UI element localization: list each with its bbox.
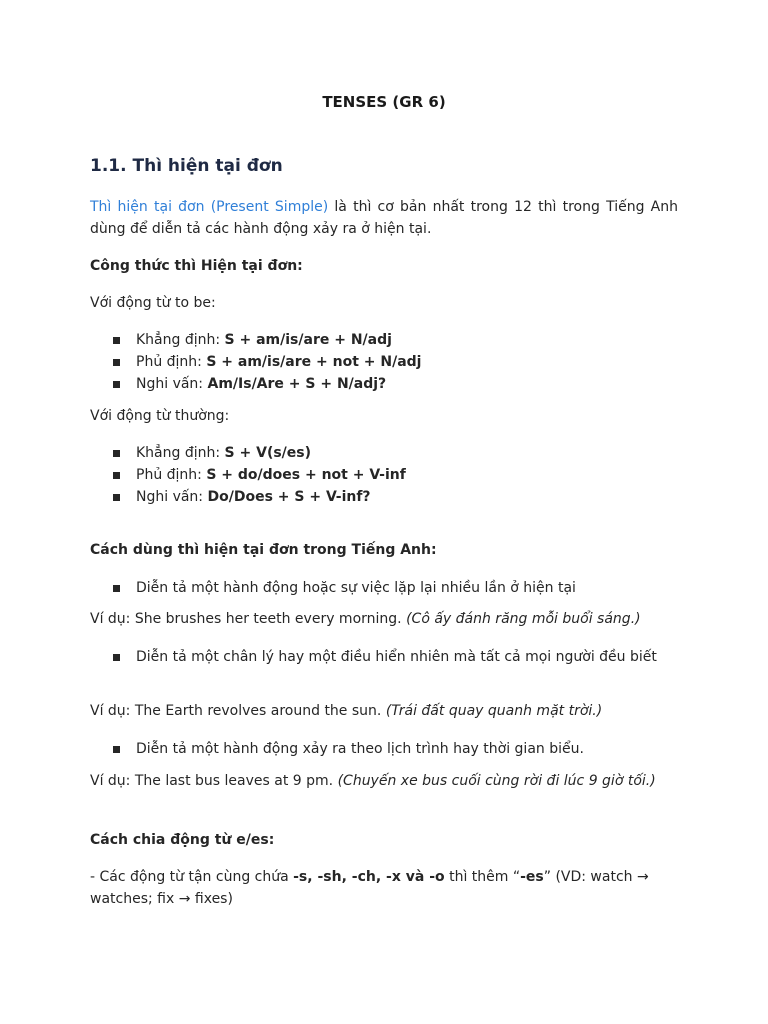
example-paragraph: [90, 700, 678, 722]
usage-heading: Cách dùng thì hiện tại đơn trong Tiếng Anh:: [90, 542, 437, 558]
list-item: [90, 646, 678, 668]
square-bullet-icon: [113, 654, 120, 661]
item-label: Phủ định:: [136, 467, 207, 483]
list-item: [90, 738, 678, 760]
square-bullet-icon: [113, 450, 120, 457]
item-label: Phủ định:: [136, 354, 207, 370]
square-bullet-icon: [113, 337, 120, 344]
to-be-list: [90, 329, 678, 395]
to-be-label: Với động từ to be:: [90, 295, 216, 311]
list-item: [90, 486, 678, 508]
list-item: [90, 373, 678, 395]
regular-verb-label: Với động từ thường:: [90, 408, 230, 424]
item-formula: Do/Does + S + V-inf?: [207, 489, 371, 505]
usage-text: Diễn tả một hành động xảy ra theo lịch trình hay thời gian biểu.: [136, 741, 584, 757]
intro-paragraph: [90, 196, 678, 240]
rule-tail: ” (VD: watch → watches; fix → fixes): [90, 869, 649, 907]
item-formula: S + am/is/are + not + N/adj: [206, 354, 422, 370]
item-formula: S + am/is/are + N/adj: [224, 332, 392, 348]
example-text: Ví dụ: The last bus leaves at 9 pm.: [90, 773, 338, 789]
usage-list-3: [90, 738, 678, 760]
item-label: Khẳng định:: [136, 332, 225, 348]
example-translation: (Trái đất quay quanh mặt trời.): [385, 703, 603, 719]
rule-prefix: - Các động từ tận cùng chứa: [90, 869, 294, 885]
square-bullet-icon: [113, 494, 120, 501]
item-label: Nghi vấn:: [136, 489, 208, 505]
list-item: [90, 442, 678, 464]
rule-suffix: -es: [520, 869, 544, 885]
item-formula: S + V(s/es): [224, 445, 312, 461]
example-text: Ví dụ: She brushes her teeth every morning.: [90, 611, 407, 627]
conjugation-heading: Cách chia động từ e/es:: [90, 832, 275, 848]
list-item: [90, 351, 678, 373]
formula-heading: Công thức thì Hiện tại đơn:: [90, 258, 303, 274]
example-paragraph: [90, 770, 678, 792]
example-translation: (Chuyến xe bus cuối cùng rời đi lúc 9 giờ tối.): [337, 773, 656, 789]
square-bullet-icon: [113, 359, 120, 366]
usage-text: Diễn tả một chân lý hay một điều hiển nhiên mà tất cả mọi người đều biết: [136, 649, 657, 665]
square-bullet-icon: [113, 472, 120, 479]
present-simple-link[interactable]: Thì hiện tại đơn (Present Simple): [90, 199, 329, 215]
example-translation: (Cô ấy đánh răng mỗi buổi sáng.): [406, 611, 641, 627]
section-heading: 1.1. Thì hiện tại đơn: [90, 156, 283, 176]
rule-endings: -s, -sh, -ch, -x và -o: [293, 869, 445, 885]
example-paragraph: [90, 608, 678, 630]
list-item: [90, 464, 678, 486]
regular-verb-list: [90, 442, 678, 508]
rule-middle: thì thêm “: [444, 869, 521, 885]
usage-list-2: [90, 646, 678, 668]
square-bullet-icon: [113, 381, 120, 388]
item-label: Nghi vấn:: [136, 376, 208, 392]
list-item: [90, 329, 678, 351]
list-item: [90, 577, 678, 599]
example-text: Ví dụ: The Earth revolves around the sun.: [90, 703, 386, 719]
square-bullet-icon: [113, 746, 120, 753]
document-title: TENSES (GR 6): [322, 93, 446, 111]
usage-text: Diễn tả một hành động hoặc sự việc lặp lại nhiều lần ở hiện tại: [136, 580, 576, 596]
intro-text: là thì cơ bản nhất trong 12 thì trong Tiếng Anh dùng để diễn tả các hành động xảy ra ở hiện tại.: [90, 199, 678, 237]
conjugation-rule: [90, 866, 678, 910]
usage-list-1: [90, 577, 678, 599]
item-formula: S + do/does + not + V-inf: [206, 467, 406, 483]
square-bullet-icon: [113, 585, 120, 592]
item-formula: Am/Is/Are + S + N/adj?: [207, 376, 387, 392]
item-label: Khẳng định:: [136, 445, 225, 461]
